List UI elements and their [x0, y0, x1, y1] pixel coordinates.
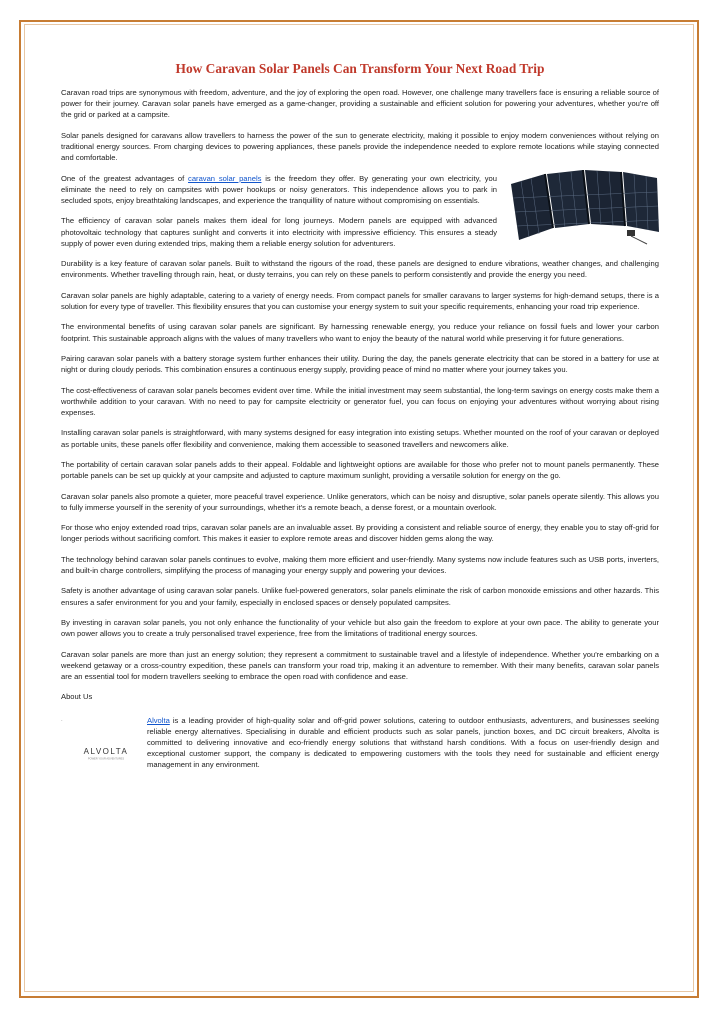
paragraph: Durability is a key feature of caravan solar panels. Built to withstand the rigours of the road, these panels are designed to endure vibrations, weather changes, and challenging environments. Whether travelling through rain, heat, or dusty terrains, you can rely on these panels to perform consistently and provide the energy you need.: [61, 259, 659, 280]
paragraph: The environmental benefits of using caravan solar panels are significant. By harnessing renewable energy, you reduce your reliance on fossil fuels and lower your carbon footprint. This sustainable approach aligns with the values of many travellers who want to enjoy the beauty of the natural world while preserving it for future generations.: [61, 322, 659, 343]
alvolta-logo: [71, 745, 141, 761]
solar-panel-image: [507, 170, 661, 246]
paragraph: Installing caravan solar panels is straightforward, with many systems designed for easy integration into existing setups. Whether mounted on the roof of your caravan or deployed as portable units, these panels offer flexibility and convenience, making them accessible to seasoned travellers and newcomers alike.: [61, 428, 659, 449]
alvolta-link[interactable]: Alvolta: [147, 715, 170, 725]
paragraph: Caravan solar panels also promote a quieter, more peaceful travel experience. Unlike generators, which can be noisy and disruptive, solar panels operate silently. This allows you to fully immerse yourself in the serenity of your surroundings, whether it's a remote beach, a dense forest, or a mountain overlook.: [61, 491, 659, 512]
paragraph: By investing in caravan solar panels, you not only enhance the functionality of your vehicle but also gain the freedom to explore at your own pace. The ability to generate your own power allows you to create a truly personalised travel experience, free from the limitations of traditional energy sources.: [61, 617, 659, 639]
paragraph: The efficiency of caravan solar panels makes them ideal for long journeys. Modern panels are equipped with advanced photovoltaic technology that captures sunlight and converts it into electricity with impressive efficiency. This ensures a steady supply of power even during extended trips, making them a reliable energy solution for adventurers.: [61, 216, 497, 248]
about-section: [61, 715, 659, 785]
paragraph: Solar panels designed for caravans allow travellers to harness the power of the sun to generate electricity, making it possible to enjoy modern conveniences without relying on traditional energy sources. From charging devices to powering appliances, these panels provide the independence needed to explore remote locations while staying connected and comfortable.: [61, 130, 659, 163]
paragraph: The technology behind caravan solar panels continues to evolve, making them more efficient and user-friendly. Many systems now include features such as USB ports, inverters, and built-in charge controllers, simplifying the process of managing your energy supply and powering your devices.: [61, 554, 659, 575]
caravan-solar-panels-link[interactable]: caravan solar panels: [188, 173, 262, 183]
logo-wordmark: ALVOLTA: [83, 746, 129, 756]
paragraph: Caravan road trips are synonymous with freedom, adventure, and the joy of exploring the open road. However, one challenge many travellers face is ensuring a reliable source of power for their journey. Caravan solar panels have emerged as a game-changer, providing a sustainable and efficient solution for powering your adventures, whether you're off the grid or parked at a campsite.: [61, 88, 659, 120]
page-title: How Caravan Solar Panels Can Transform Your Next Road Trip: [175, 61, 545, 76]
paragraph-text: is the freedom they offer. By generating your own electricity, you eliminate the need to rely on campsites with power hookups or noisy generators. This independence allows you to park in secluded spots, enjoy breathtaking landscapes, and experience the tranquillity of nature without compromising on essentials.: [61, 173, 497, 205]
paragraph: The portability of certain caravan solar panels adds to their appeal. Foldable and lightweight options are available for those who prefer not to mount panels permanently. These portable panels can be set up quickly at your campsite and adjusted to capture maximum sunlight, providing a versatile solution for energy on the go.: [61, 459, 659, 481]
about-paragraph: [147, 715, 659, 771]
logo-tagline: POWER YOUR ADVENTURES: [87, 757, 125, 761]
paragraph-text: One of the greatest advantages of: [61, 173, 189, 183]
paragraph: The cost-effectiveness of caravan solar panels becomes evident over time. While the initial investment may seem substantial, the long-term savings on energy costs make them a worthwhile addition to your caravan. With no need to pay for campsite electricity or generator fuel, you can focus on enjoying your adventures without worrying about rising expenses.: [61, 385, 659, 417]
paragraph: Caravan solar panels are highly adaptable, catering to a variety of energy needs. From compact panels for smaller caravans to larger systems for high-demand setups, there is a solution for every type of traveller. This flexibility ensures that you can customise your energy system to suit your specific requirements, enhancing your road trip experience.: [61, 290, 659, 311]
paragraph: Pairing caravan solar panels with a battery storage system further enhances their utility. During the day, the panels generate electricity that can be stored in a battery for use at night or during cloudy periods. This combination ensures a continuous energy supply, providing peace of mind no matter where your journey takes you.: [61, 353, 659, 375]
paragraph: Safety is another advantage of using caravan solar panels. Unlike fuel-powered generators, solar panels eliminate the risk of carbon monoxide emissions and other hazards. This ensures a safer environment for you and your family, especially in enclosed spaces or densely populated campsites.: [61, 586, 659, 607]
paragraph: For those who enjoy extended road trips, caravan solar panels are an invaluable asset. By providing a consistent and reliable source of energy, they enable you to stay off-grid for longer periods without sacrificing comfort. This makes it easier to explore remote areas and discover hidden gems along the way.: [61, 523, 659, 544]
about-text: is a leading provider of high-quality solar and off-grid power solutions, catering to outdoor enthusiasts, adventurers, and businesses seeking reliable energy alternatives. Specialising in durable and efficient products such as solar panels, junction boxes, and DC circuit breakers, Alvolta is committed to delivering innovative and eco-friendly energy solutions that withstand harsh conditions. With a focus on user-friendly design and exceptional customer support, the company is dedicated to empowering customers with the tools they need for sustainable and efficient energy management in any environment.: [147, 715, 659, 770]
article-body: [61, 87, 659, 785]
paragraph: Caravan solar panels are more than just an energy solution; they represent a commitment to sustainable travel and a lifestyle of independence. Whether you're embarking on a weekend getaway or a cross-country expedition, these panels can transform your road trip, making it an adventure to remember. With their many benefits, caravan solar panels are an essential tool for modern travellers seeking to embrace the open road with confidence and ease.: [61, 649, 659, 681]
about-us-heading: About Us: [61, 692, 93, 702]
bullet-dot: .: [61, 716, 63, 723]
